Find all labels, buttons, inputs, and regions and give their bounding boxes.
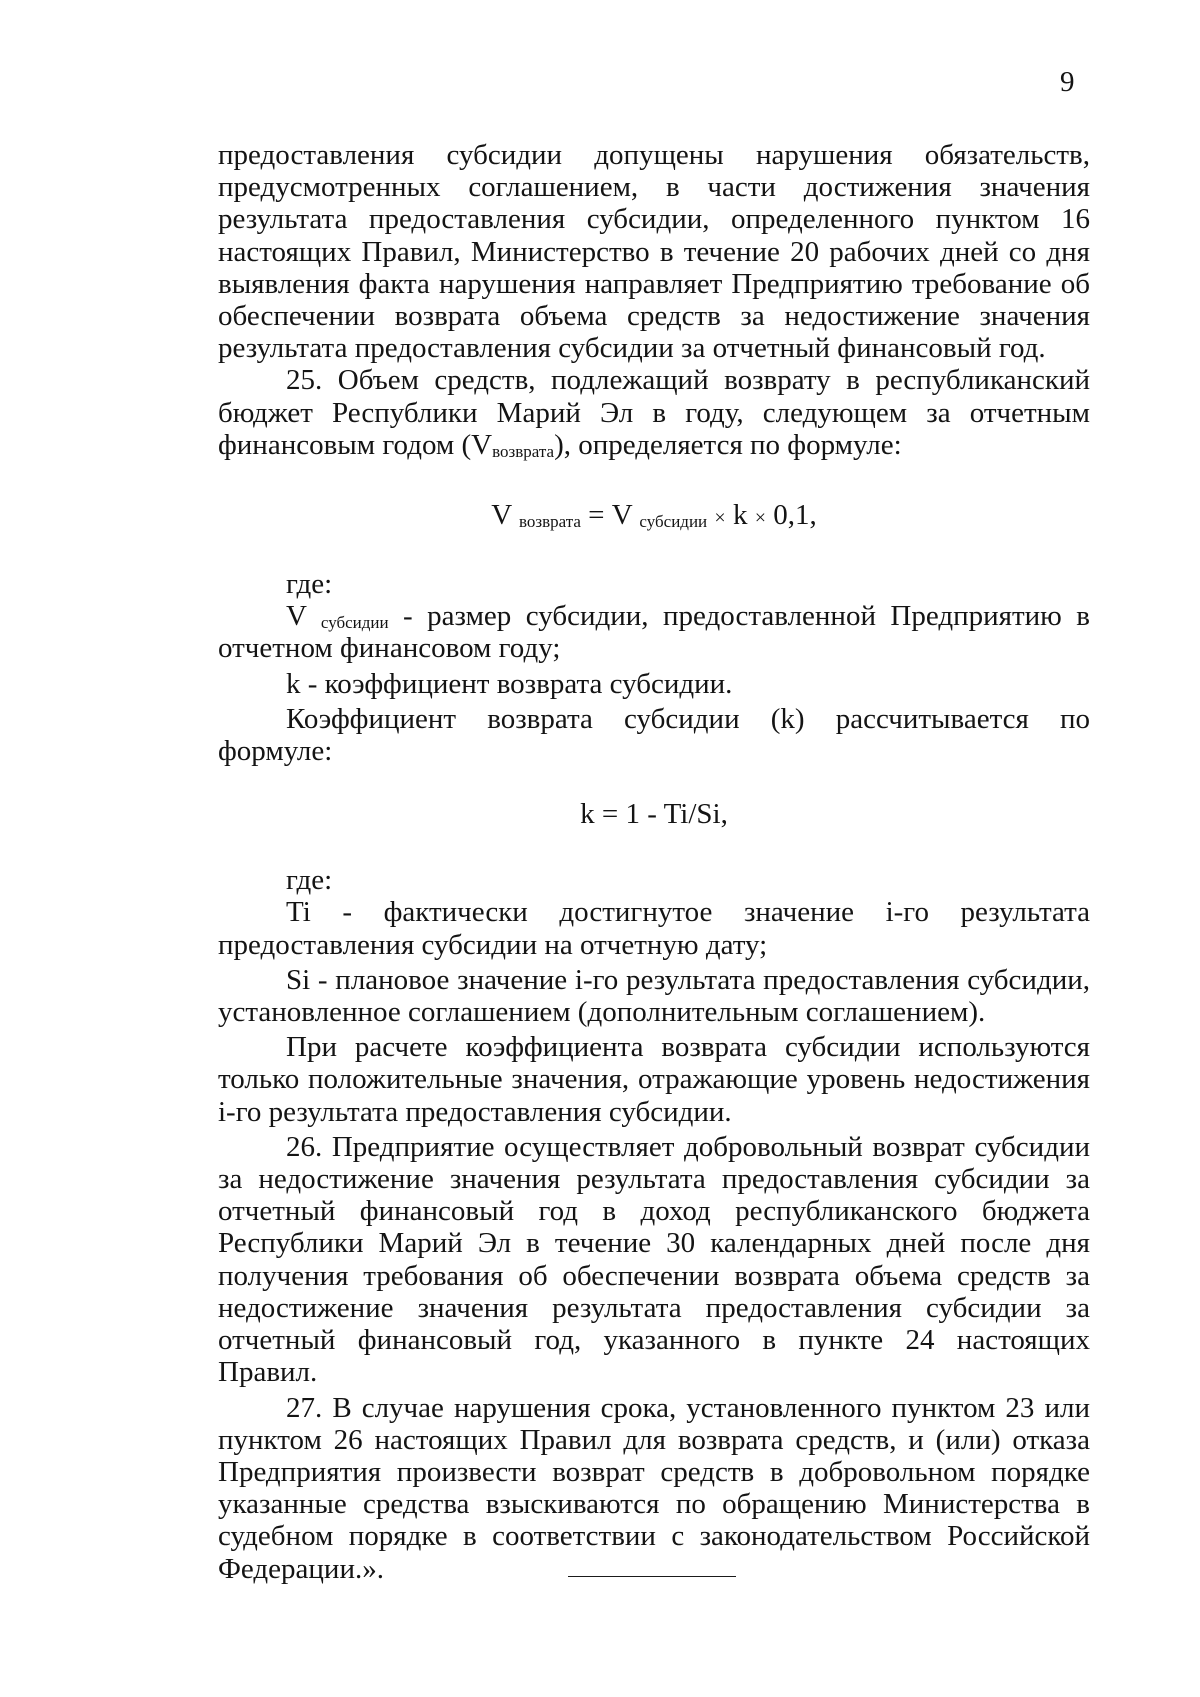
subscript-subsidy: субсидии [320, 613, 389, 633]
where-label: где: [286, 864, 333, 897]
formula-equals-v: = V [580, 499, 633, 532]
multiply-sign: × [754, 507, 766, 530]
paragraph-26: 26. Предприятие осуществляет добровольный возврат субсидии за недостижение значения результата предоставления субсидии за отчетный финансовый год в доход республиканского бюджета Республики Марий Эл в течение 30 календарных дней после дня получения требования об обеспечении возврата объема средств за недостижение значения результата предоставления субсидии за отчетный финансовый год, указанного в пункте 24 настоящих Правил. [218, 1130, 1090, 1389]
formula-k: k [725, 499, 755, 532]
formula-tail: 0,1, [765, 499, 817, 532]
k-formula-intro: Коэффициент возврата субсидии (k) рассчитывается по формуле: [218, 702, 1090, 768]
definition-v-subsidy-text: - размер субсидии, предоставленной Предприятию в отчетном финансовом году; [218, 600, 1090, 665]
closing-separator-line [568, 1576, 736, 1577]
formula-subscript-return: возврата [518, 512, 581, 532]
formula-v: V [491, 499, 512, 532]
paragraph-25-text-a: 25. Объем средств, подлежащий возврату в республиканский бюджет Республики Марий Эл в году, следующем за отчетным финансовым годом (V [218, 364, 1090, 461]
formula-subscript-subsidy: субсидии [639, 512, 708, 532]
definition-ti: Ti - фактически достигнутое значение i-го результата предоставления субсидии на отчетную дату; [218, 896, 1090, 961]
page-number: 9 [1060, 66, 1075, 98]
paragraph-27: 27. В случае нарушения срока, установленного пунктом 23 или пунктом 26 настоящих Правил для возврата средств, и (или) отказа Предприятия произвести возврат средств в добровольном порядке указанные средства взыскиваются по обращению Министерства в судебном порядке в соответствии с законодательством Российской Федерации.». [218, 1391, 1090, 1585]
definition-si: Si - плановое значение i-го результата предоставления субсидии, установленное соглашением (дополнительным соглашением). [218, 963, 1090, 1029]
paragraph-25-text-b: ), определяется по формуле: [554, 428, 902, 461]
subscript-return: возврата [492, 441, 555, 461]
paragraph-25 [218, 364, 1090, 461]
definition-k: k - коэффициент возврата субсидии. [286, 667, 733, 700]
multiply-sign: × [714, 507, 726, 530]
formula-return-volume [218, 499, 1090, 534]
paragraph-24-continuation: предоставления субсидии допущены нарушения обязательств, предусмотренных соглашением, в части достижения значения результата предоставления субсидии, определенного пунктом 16 настоящих Правил, Министерство в течение 20 рабочих дней со дня выявления факта нарушения направляет Предприятию требование об обеспечении возврата объема средств за недостижение значения результата предоставления субсидии за отчетный финансовый год. [218, 139, 1090, 365]
document-body [218, 139, 1090, 1585]
positive-values-note: При расчете коэффициента возврата субсидии используются только положительные значения, отражающие уровень недостижения i-го результата предоставления субсидии. [218, 1031, 1090, 1128]
where-label: где: [286, 568, 333, 601]
definition-v-subsidy: V субсидии - размер субсидии, предоставленной Предприятию в отчетном финансовом году; [218, 600, 1090, 665]
formula-k-coefficient: k = 1 - Ti/Si, [580, 798, 728, 831]
